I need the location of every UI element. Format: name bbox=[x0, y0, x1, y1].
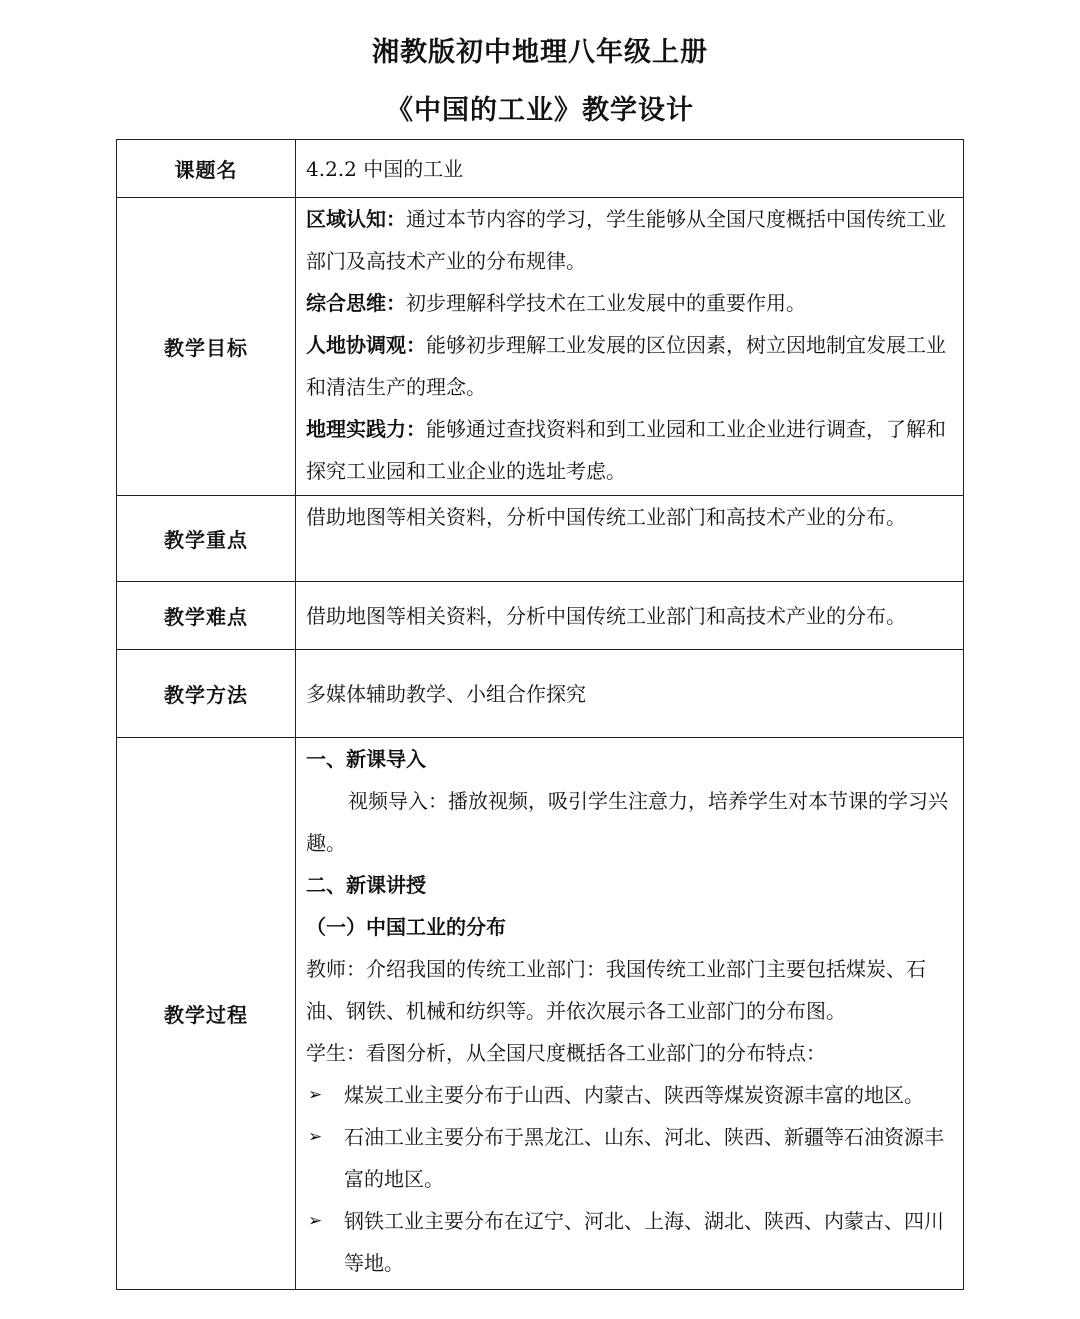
arrow-bullet-icon: ➢ bbox=[308, 1127, 323, 1147]
goals-label: 教学目标 bbox=[117, 198, 296, 496]
goal-item bbox=[306, 324, 953, 408]
table-row-process bbox=[117, 738, 964, 1290]
section-heading: 一、新课导入 bbox=[306, 747, 426, 771]
goal-item-text: 通过本节内容的学习，学生能够从全国尺度概括中国传统工业部门及高技术产业的分布规律。 bbox=[306, 207, 946, 273]
table-row-methods bbox=[117, 650, 964, 738]
methods-label: 教学方法 bbox=[117, 650, 296, 738]
process-label: 教学过程 bbox=[117, 738, 296, 1290]
table-row-goals bbox=[117, 198, 964, 496]
document-title: 湘教版初中地理八年级上册 bbox=[372, 37, 708, 68]
student-text: 学生：看图分析，从全国尺度概括各工业部门的分布特点： bbox=[306, 1041, 826, 1065]
arrow-bullet-icon: ➢ bbox=[308, 1085, 323, 1105]
list-item bbox=[306, 1074, 953, 1116]
section-text: 视频导入：播放视频，吸引学生注意力，培养学生对本节课的学习兴趣。 bbox=[306, 789, 948, 855]
goal-item bbox=[306, 282, 953, 324]
methods-value: 多媒体辅助教学、小组合作探究 bbox=[296, 650, 964, 738]
goal-item bbox=[306, 198, 953, 282]
goal-item-head: 综合思维： bbox=[306, 291, 406, 315]
difficulties-value: 借助地图等相关资料，分析中国传统工业部门和高技术产业的分布。 bbox=[296, 582, 964, 650]
topic-label: 课题名 bbox=[117, 140, 296, 198]
list-item-text: 钢铁工业主要分布在辽宁、河北、上海、湖北、陕西、内蒙古、四川等地。 bbox=[344, 1209, 944, 1275]
goal-item-head: 人地协调观： bbox=[306, 333, 426, 357]
table-row-difficulties bbox=[117, 582, 964, 650]
arrow-bullet-icon: ➢ bbox=[308, 1211, 323, 1231]
goal-item-text: 能够初步理解工业发展的区位因素，树立因地制宜发展工业和清洁生产的理念。 bbox=[306, 333, 946, 399]
list-item-text: 石油工业主要分布于黑龙江、山东、河北、陕西、新疆等石油资源丰富的地区。 bbox=[344, 1125, 944, 1191]
teacher-text: 教师：介绍我国的传统工业部门：我国传统工业部门主要包括煤炭、石油、钢铁、机械和纺织等。并依次展示各工业部门的分布图。 bbox=[306, 957, 926, 1023]
difficulties-label: 教学难点 bbox=[117, 582, 296, 650]
goal-item-text: 初步理解科学技术在工业发展中的重要作用。 bbox=[406, 291, 806, 315]
key-points-label: 教学重点 bbox=[117, 496, 296, 582]
goal-item-head: 地理实践力： bbox=[306, 417, 426, 441]
table-row-key-points bbox=[117, 496, 964, 582]
process-content bbox=[296, 738, 964, 1290]
lesson-plan-table bbox=[116, 139, 964, 1290]
topic-value: 4.2.2 中国的工业 bbox=[296, 140, 964, 198]
goals-content bbox=[296, 198, 964, 496]
key-points-value: 借助地图等相关资料，分析中国传统工业部门和高技术产业的分布。 bbox=[296, 496, 964, 582]
table-row-topic bbox=[117, 140, 964, 198]
document-subtitle: 《中国的工业》教学设计 bbox=[386, 95, 694, 126]
subsection-heading: （一）中国工业的分布 bbox=[306, 915, 506, 939]
list-item bbox=[306, 1200, 953, 1284]
list-item-text: 煤炭工业主要分布于山西、内蒙古、陕西等煤炭资源丰富的地区。 bbox=[344, 1083, 924, 1107]
goal-item bbox=[306, 408, 953, 492]
list-item bbox=[306, 1116, 953, 1200]
section-heading: 二、新课讲授 bbox=[306, 873, 426, 897]
goal-item-head: 区域认知： bbox=[306, 207, 406, 231]
goal-item-text: 能够通过查找资料和到工业园和工业企业进行调查，了解和探究工业园和工业企业的选址考虑。 bbox=[306, 417, 946, 483]
